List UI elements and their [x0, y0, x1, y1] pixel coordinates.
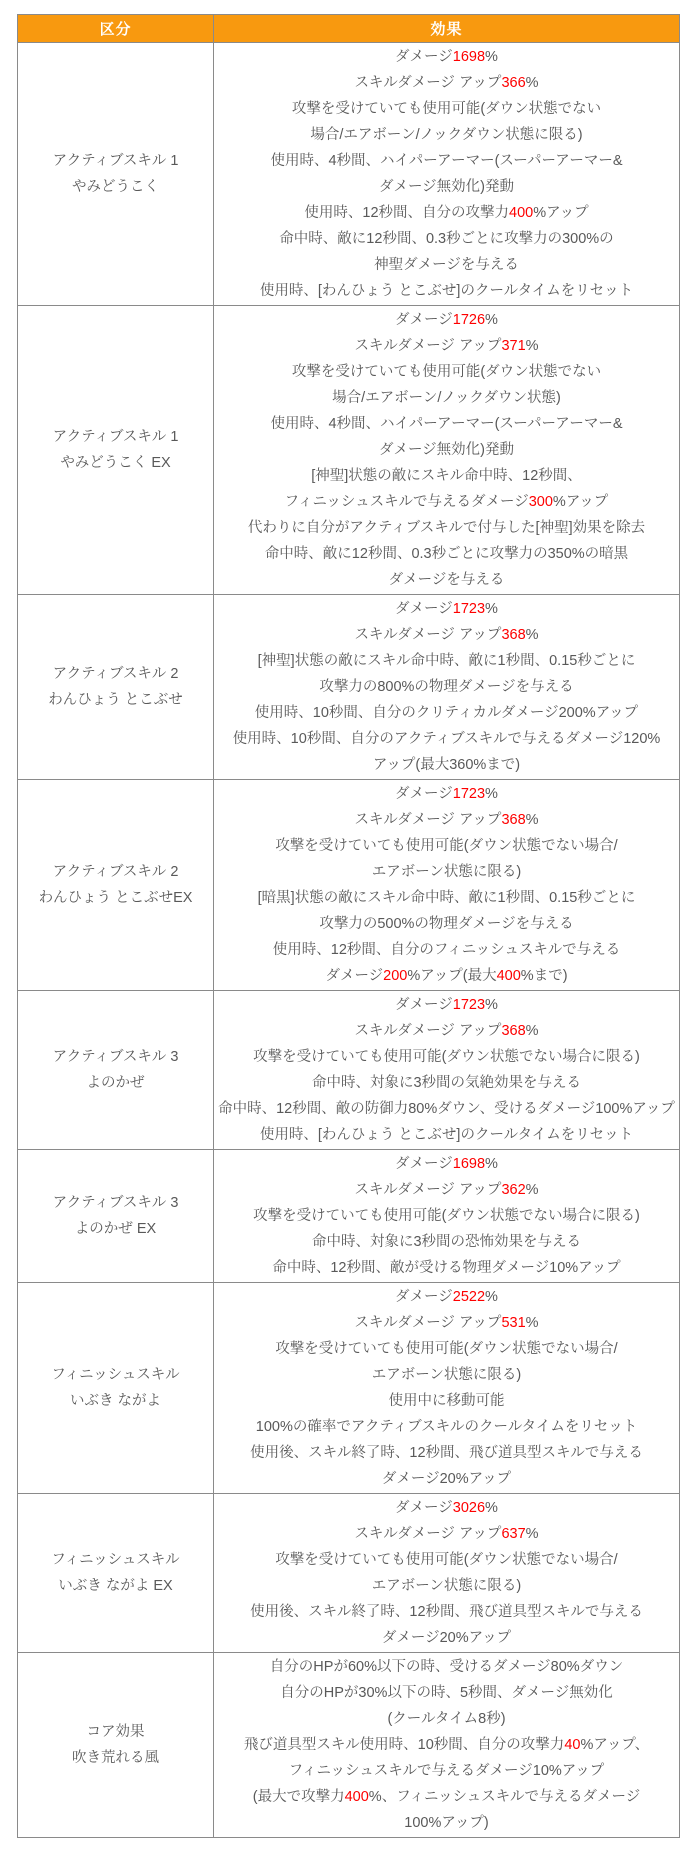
effect-text: 命中時、敵に12秒間、0.3秒ごとに攻撃力の350%の暗黒: [264, 546, 629, 562]
effect-text: 飛び道具型スキル使用時、10秒間、自分の攻撃力: [243, 1737, 565, 1753]
effect-text: ダメージ無効化)発動: [378, 442, 515, 458]
effect-text: 攻撃を受けていても使用可能(ダウン状態でない場合に限る): [253, 1049, 640, 1065]
effect-line: [215, 1177, 678, 1203]
effect-text: 攻撃力の500%の物理ダメージを与える: [319, 916, 574, 932]
effect-text: ダメージ無効化)発動: [378, 179, 515, 195]
effect-text: %: [485, 1156, 498, 1172]
effect-text: 場合/エアボーン/ノックダウン状態): [332, 390, 561, 406]
effect-line: [215, 489, 678, 515]
effect-line: [215, 622, 678, 648]
effect-line: [215, 752, 678, 778]
category-cell: アクティブスキル 2 わんひょう とこぶせ: [18, 595, 214, 780]
effect-text: 使用時、12秒間、自分のフィニッシュスキルで与える: [272, 942, 621, 958]
effect-text: [暗黒]状態の敵にスキル命中時、敵に1秒間、0.15秒ごとに: [257, 890, 636, 906]
effect-text: スキルダメージ アップ: [354, 812, 502, 828]
effect-line: [215, 726, 678, 752]
effect-text: 攻撃力の800%の物理ダメージを与える: [319, 679, 574, 695]
effect-text: ダメージ: [395, 601, 453, 617]
effect-text: ダメージ20%アップ: [381, 1471, 512, 1487]
effect-text: 攻撃を受けていても使用可能(ダウン状態でない: [291, 101, 602, 117]
effect-text: %、フィニッシュスキルで与えるダメージ: [368, 1789, 641, 1805]
effect-text: 使用中に移動可能: [388, 1393, 505, 1409]
table-row: [18, 1283, 680, 1494]
effect-text: 攻撃を受けていても使用可能(ダウン状態でない: [291, 364, 602, 380]
effect-line: [215, 807, 678, 833]
effect-line: [215, 333, 678, 359]
category-cell: コア効果 吹き荒れる風: [18, 1653, 214, 1838]
effect-text: 使用時、4秒間、ハイパーアーマー(スーパーアーマー&: [270, 416, 623, 432]
effect-cell: [214, 1283, 680, 1494]
effect-text: 命中時、12秒間、敵の防御力80%ダウン、受けるダメージ100%アップ: [218, 1101, 675, 1117]
effect-line: [215, 648, 678, 674]
effect-line: [215, 96, 678, 122]
effect-text: 命中時、対象に3秒間の恐怖効果を与える: [311, 1234, 582, 1250]
effect-text: 攻撃を受けていても使用可能(ダウン状態でない場合/: [275, 1552, 618, 1568]
effect-text: ダメージ: [395, 997, 453, 1013]
highlight-value: 1726: [452, 312, 486, 328]
effect-column-header: 効果: [214, 15, 680, 43]
effect-line: [215, 359, 678, 385]
highlight-value: 368: [501, 627, 526, 643]
effect-line: [215, 174, 678, 200]
effect-line: [215, 1336, 678, 1362]
effect-text: 使用時、[わんひょう とこぶせ]のクールタイムをリセット: [259, 283, 634, 299]
effect-text: 使用時、[わんひょう とこぶせ]のクールタイムをリセット: [259, 1127, 634, 1143]
highlight-value: 1698: [452, 49, 486, 65]
effect-cell: [214, 1150, 680, 1283]
highlight-value: 368: [501, 1023, 526, 1039]
effect-line: [215, 515, 678, 541]
effect-text: (最大で攻撃力: [252, 1789, 345, 1805]
effect-text: 命中時、対象に3秒間の気絶効果を与える: [311, 1075, 582, 1091]
effect-line: [215, 992, 678, 1018]
highlight-value: 40: [564, 1737, 581, 1753]
effect-text: %アップ: [552, 494, 609, 510]
effect-text: %: [485, 786, 498, 802]
effect-text: %: [525, 812, 539, 828]
effect-line: [215, 541, 678, 567]
effect-text: %: [525, 1182, 539, 1198]
effect-text: 使用時、10秒間、自分のアクティブスキルで与えるダメージ120%: [232, 731, 661, 747]
highlight-value: 362: [501, 1182, 526, 1198]
effect-text: ダメージ: [395, 1500, 453, 1516]
effect-text: 攻撃を受けていても使用可能(ダウン状態でない場合/: [275, 838, 618, 854]
effect-cell: [214, 780, 680, 991]
effect-text: %: [525, 627, 539, 643]
effect-line: [215, 1466, 678, 1492]
effect-text: %アップ(最大: [407, 968, 497, 984]
effect-text: スキルダメージ アップ: [354, 1023, 502, 1039]
effect-line: [215, 963, 678, 989]
effect-line: [215, 122, 678, 148]
effect-text: 命中時、敵に12秒間、0.3秒ごとに攻撃力の300%の: [279, 231, 614, 247]
effect-text: ダメージを与える: [388, 572, 505, 588]
category-cell: アクティブスキル 1 やみどうこく EX: [18, 306, 214, 595]
effect-text: [神聖]状態の敵にスキル命中時、敵に1秒間、0.15秒ごとに: [257, 653, 636, 669]
effect-cell: [214, 1494, 680, 1653]
effect-cell: [214, 595, 680, 780]
highlight-value: 400: [496, 968, 521, 984]
effect-text: (クールタイム8秒): [387, 1711, 506, 1727]
table-row: [18, 1150, 680, 1283]
effect-line: [215, 1547, 678, 1573]
table-row: [18, 595, 680, 780]
effect-line: [215, 437, 678, 463]
effect-line: [215, 1070, 678, 1096]
effect-line: [215, 1388, 678, 1414]
effect-text: 自分のHPが60%以下の時、受けるダメージ80%ダウン: [269, 1659, 624, 1675]
highlight-value: 368: [501, 812, 526, 828]
skill-table: [17, 14, 680, 1838]
effect-text: 攻撃を受けていても使用可能(ダウン状態でない場合に限る): [253, 1208, 640, 1224]
effect-cell: [214, 1653, 680, 1838]
effect-text: フィニッシュスキルで与えるダメージ10%アップ: [288, 1763, 605, 1779]
effect-text: %: [485, 312, 498, 328]
effect-line: [215, 1284, 678, 1310]
highlight-value: 1723: [452, 997, 486, 1013]
effect-text: %アップ: [533, 205, 589, 221]
effect-line: [215, 411, 678, 437]
effect-line: [215, 1229, 678, 1255]
effect-line: [215, 1521, 678, 1547]
category-cell: フィニッシュスキル いぶき ながよ EX: [18, 1494, 214, 1653]
effect-text: %: [525, 1526, 539, 1542]
highlight-value: 1723: [452, 601, 486, 617]
effect-text: スキルダメージ アップ: [354, 1526, 502, 1542]
effect-text: %: [525, 338, 539, 354]
effect-text: アップ(最大360%まで): [372, 757, 521, 773]
effect-text: %: [525, 1023, 539, 1039]
effect-line: [215, 307, 678, 333]
table-row: [18, 1494, 680, 1653]
highlight-value: 637: [501, 1526, 526, 1542]
effect-line: [215, 567, 678, 593]
effect-line: [215, 463, 678, 489]
effect-line: [215, 1310, 678, 1336]
effect-line: [215, 1151, 678, 1177]
table-row: [18, 306, 680, 595]
effect-line: [215, 596, 678, 622]
effect-line: [215, 1044, 678, 1070]
effect-text: %: [485, 49, 498, 65]
effect-line: [215, 252, 678, 278]
effect-line: [215, 1680, 678, 1706]
effect-line: [215, 148, 678, 174]
effect-text: 代わりに自分がアクティブスキルで付与した[神聖]効果を除去: [247, 520, 646, 536]
effect-line: [215, 885, 678, 911]
effect-line: [215, 70, 678, 96]
effect-line: [215, 859, 678, 885]
effect-line: [215, 1414, 678, 1440]
effect-line: [215, 1654, 678, 1680]
effect-text: スキルダメージ アップ: [354, 338, 502, 354]
highlight-value: 2522: [452, 1289, 486, 1305]
highlight-value: 366: [501, 75, 526, 91]
effect-text: スキルダメージ アップ: [354, 1182, 502, 1198]
effect-text: %: [485, 1500, 498, 1516]
effect-text: 自分のHPが30%以下の時、5秒間、ダメージ無効化: [280, 1685, 613, 1701]
effect-line: [215, 1706, 678, 1732]
effect-text: ダメージ: [395, 1289, 453, 1305]
effect-text: ダメージ: [325, 968, 384, 984]
effect-text: ダメージ: [395, 786, 453, 802]
effect-line: [215, 1362, 678, 1388]
effect-text: ダメージ: [395, 312, 453, 328]
effect-line: [215, 1625, 678, 1651]
highlight-value: 531: [501, 1315, 526, 1331]
effect-text: 使用時、10秒間、自分のクリティカルダメージ200%アップ: [254, 705, 639, 721]
effect-line: [215, 700, 678, 726]
effect-line: [215, 1573, 678, 1599]
category-cell: アクティブスキル 3 よのかぜ EX: [18, 1150, 214, 1283]
effect-line: [215, 385, 678, 411]
table-row: [18, 43, 680, 306]
effect-text: ダメージ: [395, 49, 453, 65]
effect-cell: [214, 991, 680, 1150]
skill-table-body: [18, 43, 680, 1838]
table-row: [18, 780, 680, 991]
effect-line: [215, 1810, 678, 1836]
effect-line: [215, 1784, 678, 1810]
effect-text: スキルダメージ アップ: [354, 1315, 502, 1331]
highlight-value: 300: [528, 494, 553, 510]
effect-line: [215, 911, 678, 937]
table-row: [18, 1653, 680, 1838]
effect-text: ダメージ: [395, 1156, 453, 1172]
effect-line: [215, 1758, 678, 1784]
effect-text: %: [485, 1289, 498, 1305]
effect-text: 命中時、12秒間、敵が受ける物理ダメージ10%アップ: [272, 1260, 621, 1276]
effect-line: [215, 1018, 678, 1044]
effect-text: [神聖]状態の敵にスキル命中時、12秒間、: [311, 468, 582, 484]
effect-text: %: [485, 997, 498, 1013]
effect-line: [215, 1599, 678, 1625]
effect-text: エアボーン状態に限る): [371, 864, 522, 880]
effect-text: フィニッシュスキルで与えるダメージ: [284, 494, 529, 510]
effect-text: %まで): [520, 968, 568, 984]
effect-line: [215, 1732, 678, 1758]
effect-text: 使用時、4秒間、ハイパーアーマー(スーパーアーマー&: [270, 153, 623, 169]
effect-line: [215, 1440, 678, 1466]
effect-text: %: [525, 1315, 539, 1331]
effect-text: 攻撃を受けていても使用可能(ダウン状態でない場合/: [275, 1341, 618, 1357]
effect-line: [215, 1203, 678, 1229]
effect-text: %アップ、: [580, 1737, 650, 1753]
effect-line: [215, 1495, 678, 1521]
highlight-value: 200: [383, 968, 408, 984]
effect-line: [215, 674, 678, 700]
category-cell: フィニッシュスキル いぶき ながよ: [18, 1283, 214, 1494]
highlight-value: 3026: [452, 1500, 486, 1516]
highlight-value: 400: [344, 1789, 369, 1805]
table-row: [18, 991, 680, 1150]
category-cell: アクティブスキル 2 わんひょう とこぶせEX: [18, 780, 214, 991]
category-cell: アクティブスキル 1 やみどうこく: [18, 43, 214, 306]
effect-text: 神聖ダメージを与える: [374, 257, 519, 273]
highlight-value: 371: [501, 338, 526, 354]
table-header-row: [18, 15, 680, 43]
effect-line: [215, 44, 678, 70]
effect-line: [215, 278, 678, 304]
effect-line: [215, 1096, 678, 1122]
effect-text: %: [525, 75, 539, 91]
effect-line: [215, 833, 678, 859]
category-column-header: 区分: [18, 15, 214, 43]
effect-line: [215, 1122, 678, 1148]
effect-text: スキルダメージ アップ: [354, 627, 502, 643]
effect-text: 使用後、スキル終了時、12秒間、飛び道具型スキルで与える: [250, 1604, 643, 1620]
effect-text: ダメージ20%アップ: [381, 1630, 512, 1646]
effect-text: 場合/エアボーン/ノックダウン状態に限る): [310, 127, 583, 143]
category-cell: アクティブスキル 3 よのかぜ: [18, 991, 214, 1150]
effect-line: [215, 781, 678, 807]
effect-text: 100%の確率でアクティブスキルのクールタイムをリセット: [255, 1419, 638, 1435]
effect-cell: [214, 43, 680, 306]
effect-text: 100%アップ): [404, 1815, 489, 1831]
effect-line: [215, 1255, 678, 1281]
effect-line: [215, 200, 678, 226]
effect-cell: [214, 306, 680, 595]
effect-text: 使用後、スキル終了時、12秒間、飛び道具型スキルで与える: [250, 1445, 643, 1461]
effect-text: エアボーン状態に限る): [371, 1578, 522, 1594]
highlight-value: 400: [509, 205, 534, 221]
effect-text: エアボーン状態に限る): [371, 1367, 522, 1383]
effect-text: スキルダメージ アップ: [354, 75, 502, 91]
effect-line: [215, 937, 678, 963]
highlight-value: 1698: [452, 1156, 486, 1172]
effect-text: 使用時、12秒間、自分の攻撃力: [304, 205, 510, 221]
effect-text: %: [485, 601, 498, 617]
effect-line: [215, 226, 678, 252]
highlight-value: 1723: [452, 786, 486, 802]
